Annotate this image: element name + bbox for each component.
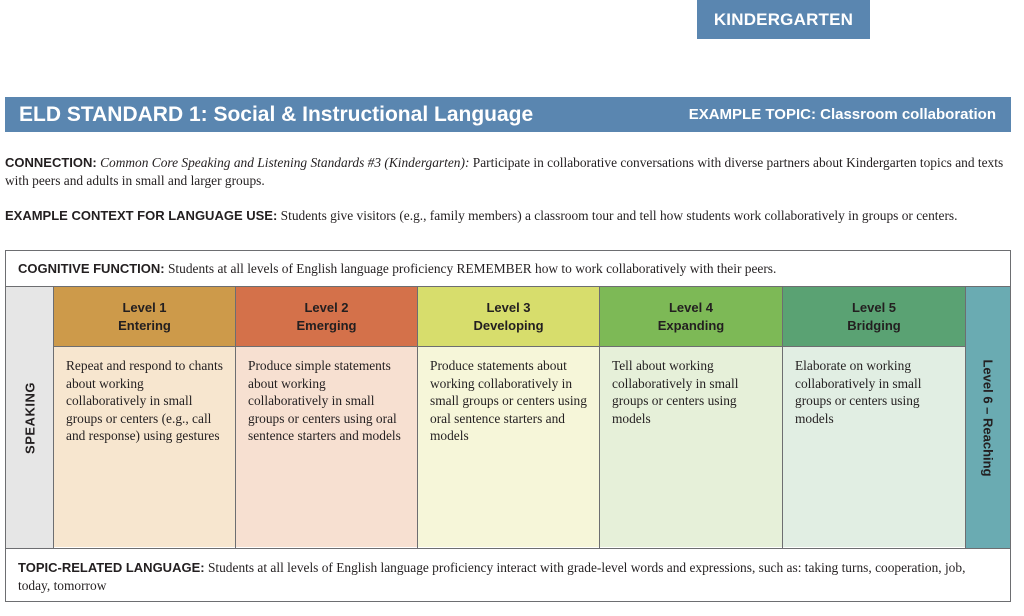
connection-paragraph: [5, 154, 1015, 190]
level-2-title: Level 2: [304, 299, 349, 315]
level-4-header: [600, 287, 782, 347]
level-1-name: Entering: [118, 317, 171, 333]
performance-grid: [5, 250, 1011, 602]
level-5-descriptor: Elaborate on working collaboratively in small groups or centers using models: [783, 347, 965, 547]
level-5-title: Level 5: [851, 299, 897, 315]
standard-banner: [5, 97, 1011, 132]
connection-source: Common Core Speaking and Listening Standards #3 (Kindergarten):: [100, 155, 470, 170]
topic-language-label: TOPIC-RELATED LANGUAGE:: [18, 560, 205, 575]
cognitive-label: COGNITIVE FUNCTION:: [18, 261, 165, 276]
connection-label: CONNECTION:: [5, 155, 97, 170]
connection-text: Participate in collaborative conversations with diverse partners about Kindergarten topics and texts with peers and adults in small and larger groups.: [5, 155, 1004, 188]
level-5-header: [783, 287, 965, 347]
example-topic: [689, 106, 996, 123]
level-3-column: [418, 287, 600, 548]
level-1-descriptor: Repeat and respond to chants about working collaboratively in small groups or centers (e.g., call and response) using gestures: [54, 347, 235, 547]
level-1-column: [54, 287, 236, 548]
context-label: EXAMPLE CONTEXT FOR LANGUAGE USE:: [5, 208, 278, 223]
level-4-descriptor: Tell about working collaboratively in small groups or centers using models: [600, 347, 782, 547]
level-3-title: Level 3: [486, 299, 531, 315]
level-2-header: [236, 287, 417, 347]
level-6-cell: [966, 287, 1010, 548]
topic-language-text: Students at all levels of English language proficiency interact with grade-level words and expressions, such as: taking turns, cooperation, job, today, tomorrow: [18, 560, 966, 593]
level-1-header: [54, 287, 235, 347]
level-6-label: Level 6 – Reaching: [980, 358, 996, 477]
grade-tab: KINDERGARTEN: [697, 0, 870, 39]
topic-value: Classroom collaboration: [820, 106, 996, 123]
level-3-descriptor: Produce statements about working collaboratively in small groups or centers using oral sentence starters and models: [418, 347, 599, 547]
level-3-name: Developing: [473, 317, 544, 333]
context-paragraph: [5, 207, 1015, 225]
cognitive-text: Students at all levels of English language proficiency REMEMBER how to work collaboratively with their peers.: [167, 260, 777, 276]
level-4-title: Level 4: [668, 299, 714, 315]
level-5-column: [783, 287, 966, 548]
level-4-name: Expanding: [657, 317, 725, 333]
level-2-descriptor: Produce simple statements about working collaboratively in small groups or centers using oral sentence starters and models: [236, 347, 417, 547]
level-2-name: Emerging: [296, 317, 357, 333]
level-4-column: [600, 287, 783, 548]
domain-label: SPEAKING: [22, 381, 37, 454]
standard-title: ELD STANDARD 1: Social & Instructional Language: [19, 102, 534, 126]
level-5-name: Bridging: [847, 317, 901, 333]
level-1-title: Level 1: [122, 299, 167, 315]
level-3-header: [418, 287, 599, 347]
context-text: Students give visitors (e.g., family members) a classroom tour and tell how students work collaboratively in groups or centers.: [280, 208, 958, 223]
topic-language-row: [6, 548, 1010, 601]
cognitive-function-row: [6, 251, 1010, 287]
domain-label-cell: [6, 287, 54, 548]
level-2-column: [236, 287, 418, 548]
topic-label: EXAMPLE TOPIC:: [688, 106, 816, 123]
